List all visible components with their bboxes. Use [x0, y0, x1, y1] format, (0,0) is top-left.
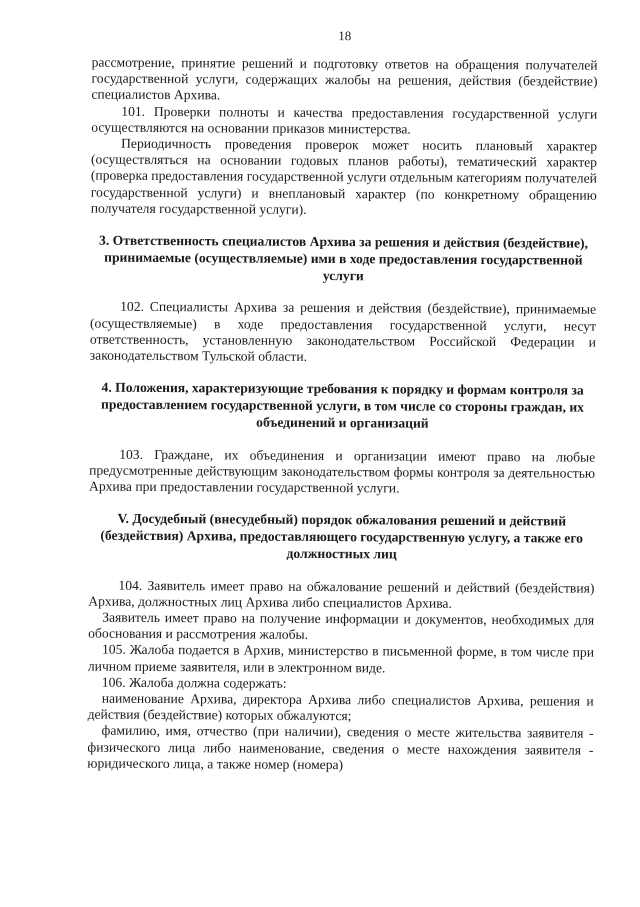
paragraph-continuation: рассмотрение, принятие решений и подготовку ответов на обращения получателей государственной услуги, содержащих жалобы на решения, действия (бездействие) специалистов Архива.	[91, 54, 598, 103]
list-item-applicant-details: фамилию, имя, отчество (при наличии), сведения о месте жительства заявителя - физического лица либо наименование, сведения о месте нахождения заявителя - юридического лица, а также номер (номера)	[87, 723, 594, 773]
paragraph-103: 103. Граждане, их объединения и организации имеют право на любые предусмотренные действующим законодательством формы контроля за деятельностью Архива при предоставлении государственной услуги.	[88, 446, 596, 496]
paragraph-periodicity: Периодичность проведения проверок может носить плановый характер (осуществляться на основании годовых планов работы), тематический характер (проверка предоставления государственной услуги отдельным категориям получателей государственной услуги) и внеплановый характер (по конкретному обращению получателя государственной услуги).	[90, 135, 598, 217]
section-heading-v: V. Досудебный (внесудебный) порядок обжалования решений и действий (бездействия) Архива, предоставляющего государственную услугу, а также его должностных лиц	[100, 511, 584, 562]
section-heading-4: 4. Положения, характеризующие требования к порядку и формам контроля за предоставлением государственной услуги, в том числе со стороны граждан, их объединений и организаций	[100, 379, 585, 431]
paragraph-106: 106. Жалоба должна содержать:	[101, 674, 287, 691]
page-number: 18	[338, 28, 352, 44]
paragraph-102: 102. Специалисты Архива за решения и действия (бездействие), принимаемые (осуществляемые) в ходе предоставления государственной услуги, несут ответственность, установленную законодательством Российской Федерации и законодательством Тульской области.	[89, 299, 597, 364]
paragraph-applicant-right: Заявитель имеет право на получение информации и документов, необходимых для обоснования и рассмотрения жалобы.	[88, 609, 595, 643]
paragraph-104: 104. Заявитель имеет право на обжалование решений и действий (бездействия) Архива, должностных лиц Архива либо специалистов Архива.	[88, 577, 595, 611]
paragraph-105: 105. Жалоба подается в Архив, министерство в письменной форме, в том числе при личном приеме заявителя, или в электронном виде.	[87, 642, 595, 676]
list-item-archive-name: наименование Архива, директора Архива либо специалистов Архива, решения и действия (бездействие) которых обжалуются;	[87, 690, 594, 724]
paragraph-101: 101. Проверки полноты и качества предоставления государственной услуги осуществляются на основании приказов министерства.	[91, 103, 598, 137]
section-heading-3: 3. Ответственность специалистов Архива за решения и действия (бездействие), принимаемые (осуществляемые) ими в ходе предоставления государственной услуги	[99, 232, 589, 283]
